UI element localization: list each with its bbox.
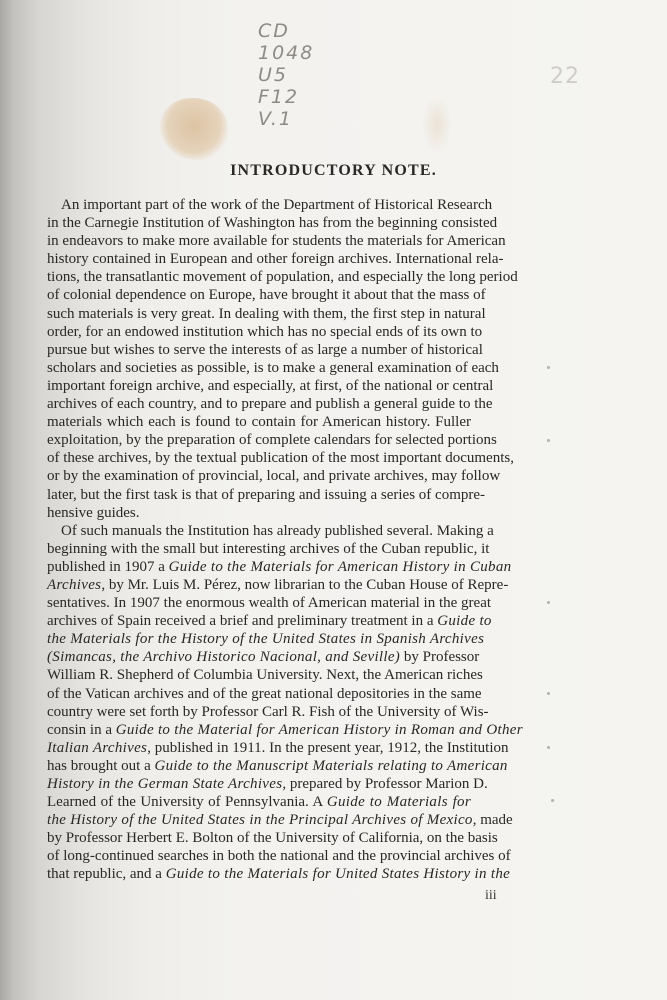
text-line — [47, 449, 514, 467]
text-line — [47, 811, 513, 829]
text-line — [47, 504, 471, 522]
text-line — [47, 341, 483, 359]
italic-title-text: the Materials for the History of the United States in Spanish Archives — [47, 631, 485, 648]
text-run: scholars and societies as possible, is to make a general examination of each — [47, 359, 499, 376]
text-line — [47, 268, 518, 286]
text-run: by Professor — [400, 649, 480, 666]
body-text — [47, 196, 523, 884]
text-line — [47, 323, 483, 341]
text-run: , by Mr. Luis M. Pérez, now librarian to the Cuban House of Repre- — [101, 576, 509, 593]
text-run: Of such manuals the Institution has already published several. Making a — [61, 522, 494, 539]
text-run: consin in a — [47, 721, 116, 738]
italic-title-text: History in the German State Archives — [47, 776, 283, 792]
text-line — [47, 757, 508, 775]
call-number-line: CD — [258, 20, 290, 42]
text-line — [47, 775, 488, 793]
text-line — [47, 250, 504, 268]
text-run: tions, the transatlantic movement of population, and especially the long period — [47, 269, 518, 286]
text-run: pursue but wishes to serve the interests of as large a number of historical — [47, 341, 483, 358]
text-run: in the Carnegie Institution of Washington has from the beginning consisted — [47, 215, 498, 232]
page-title: INTRODUCTORY NOTE. — [230, 162, 437, 179]
text-run: materials which each is found to contain for American history. Fuller — [47, 414, 471, 431]
paragraph — [47, 522, 523, 884]
text-line — [47, 522, 494, 540]
text-run: such materials is very great. In dealing with them, the first step in natural — [47, 305, 486, 322]
italic-title-text: Guide to — [437, 613, 492, 630]
italic-title-text: Guide to the Material for American History in Roman and Other — [115, 721, 523, 738]
text-run: or by the examination of provincial, local, and private archives, may follow — [47, 468, 501, 485]
text-line — [47, 721, 523, 739]
text-line — [47, 666, 483, 684]
call-number-line: F12 — [258, 86, 300, 108]
text-run: beginning with the small but interesting archives of the Cuban republic, it — [47, 540, 490, 557]
italic-title-text: Guide to the Materials for United States History in the — [165, 866, 511, 883]
text-run: An important part of the work of the Department of Historical Research — [61, 197, 493, 213]
text-run: hensive guides. — [47, 504, 140, 521]
text-line — [47, 630, 485, 648]
text-run: sentatives. In 1907 the enormous wealth of American material in the great — [47, 595, 492, 612]
text-line — [47, 576, 509, 594]
text-line — [47, 847, 511, 865]
text-run: that republic, and a — [47, 866, 166, 883]
text-run: of these archives, by the textual publication of the most important documents, — [47, 450, 514, 467]
text-run: published in 1907 a — [47, 558, 169, 575]
text-run: of colonial dependence on Europe, have brought it about that the mass of — [47, 287, 486, 304]
text-line — [47, 305, 486, 323]
text-run: of long-continued searches in both the national and the provincial archives of — [47, 848, 511, 865]
text-line — [47, 395, 493, 413]
text-line — [47, 703, 489, 721]
text-line — [47, 286, 486, 304]
call-number-line: U5 — [258, 64, 288, 86]
text-line — [47, 865, 511, 883]
italic-title-text: Italian Archives — [47, 739, 148, 756]
italic-title-text: Guide to the Manuscript Materials relating to American — [154, 757, 508, 774]
text-line — [47, 359, 499, 377]
call-number-line: 1048 — [258, 42, 315, 64]
italic-title-text: Guide to the Materials for American History in Cuban — [168, 558, 512, 575]
text-run: , prepared by Professor Marion D. — [282, 776, 488, 792]
call-number-line: V.1 — [258, 108, 293, 130]
italic-title-text: Guide to Materials for — [326, 794, 471, 811]
text-run: country were set forth by Professor Carl R. Fish of the University of Wis- — [47, 703, 489, 720]
text-run: later, but the first task is that of preparing and issuing a series of compre- — [47, 486, 486, 503]
text-run: Learned of the University of Pennsylvania. A — [47, 794, 327, 811]
text-run: exploitation, by the preparation of complete calendars for selected portions — [47, 432, 497, 449]
margin-speck — [547, 439, 550, 442]
text-run: by Professor Herbert E. Bolton of the University of California, on the basis — [47, 830, 498, 847]
margin-speck — [547, 746, 550, 749]
text-run: important foreign archive, and especially, at first, of the national or central — [47, 377, 494, 394]
margin-speck — [547, 692, 550, 695]
text-run: , made — [472, 812, 513, 829]
text-line — [47, 196, 493, 214]
text-line — [47, 685, 482, 703]
text-run: archives of Spain received a brief and preliminary treatment in a — [47, 613, 438, 630]
text-line — [47, 558, 512, 576]
text-run: in endeavors to make more available for students the materials for American — [47, 233, 506, 250]
text-line — [47, 232, 506, 250]
text-run: , published in 1911. In the present year, 1912, the Institution — [147, 739, 509, 756]
margin-speck — [551, 799, 554, 802]
text-line — [47, 612, 492, 630]
margin-speck — [547, 366, 550, 369]
text-run: has brought out a — [47, 757, 155, 774]
corner-pencil-mark: 22 — [550, 64, 580, 89]
italic-title-text: Archives — [47, 576, 102, 593]
text-run: William R. Shepherd of Columbia University. Next, the American riches — [47, 667, 483, 684]
text-line — [47, 467, 501, 485]
text-line — [47, 648, 480, 666]
margin-speck — [547, 601, 550, 604]
paper-stain — [160, 98, 228, 160]
text-run: of the Vatican archives and of the great national depositories in the same — [47, 685, 482, 702]
paper-stain-faint — [422, 95, 452, 155]
text-line — [47, 540, 490, 558]
italic-title-text: (Simancas, the Archivo Historico Nacional, and Seville) — [47, 649, 401, 666]
text-line — [47, 377, 494, 395]
text-run: history contained in European and other foreign archives. International rela- — [47, 251, 504, 268]
text-run: archives of each country, and to prepare and publish a general guide to the — [47, 396, 493, 413]
catalog-call-number — [258, 20, 314, 130]
text-line — [47, 829, 498, 847]
text-line — [47, 214, 498, 232]
text-line — [47, 793, 471, 811]
text-line — [47, 431, 497, 449]
italic-title-text: the History of the United States in the Principal Archives of Mexico — [47, 812, 473, 829]
text-line — [47, 739, 509, 757]
text-line — [47, 413, 471, 431]
page-number: iii — [485, 888, 497, 903]
text-line — [47, 486, 486, 504]
text-run: order, for an endowed institution which has no special ends of its own to — [47, 323, 483, 340]
paragraph — [47, 196, 518, 522]
text-line — [47, 594, 492, 612]
